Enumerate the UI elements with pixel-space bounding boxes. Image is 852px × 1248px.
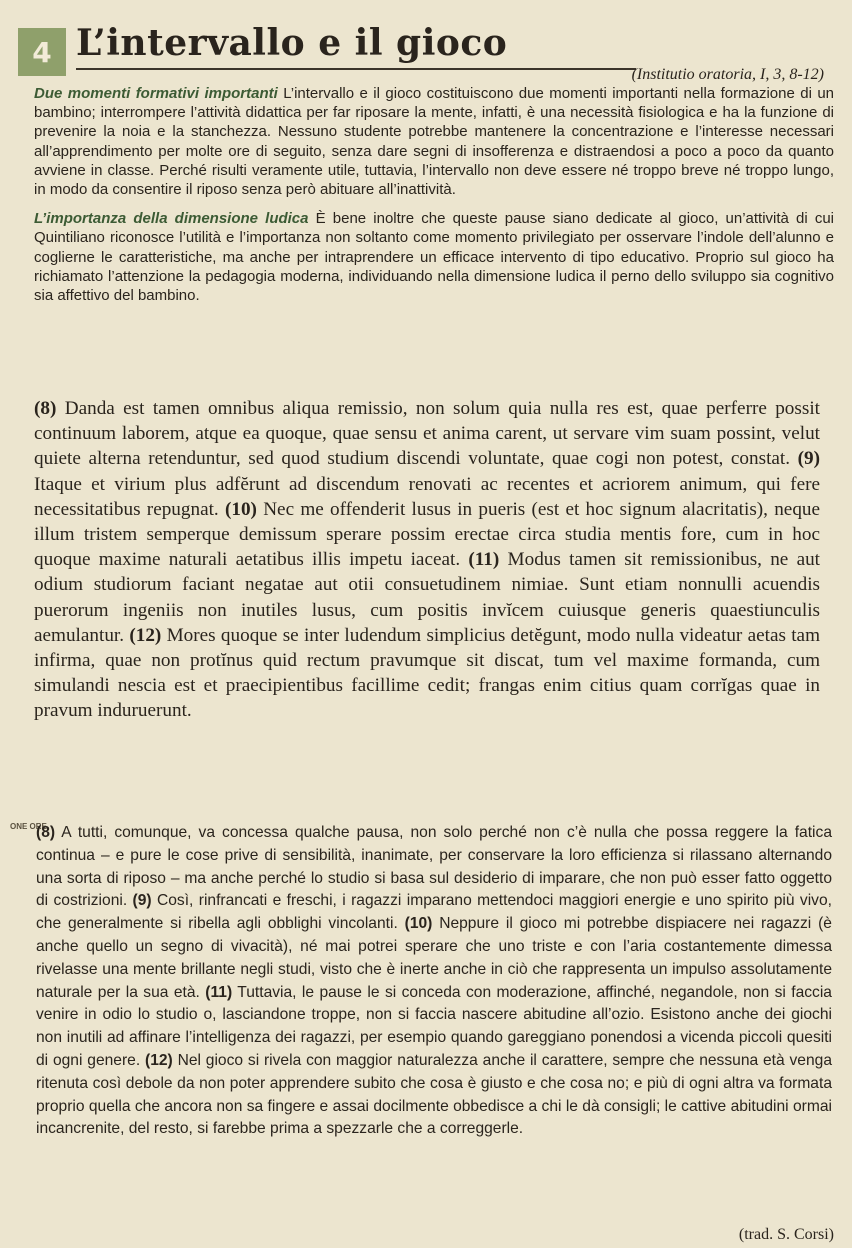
title-underline	[76, 68, 636, 70]
intro-heading-1: Due momenti formativi importanti	[34, 85, 278, 102]
translation-sentence-11: Tuttavia, le pause le si conceda con moderazione, affinché, negandole, non si faccia venire in odio lo studio o, lasciandone troppe, non si faccia nascere abitudine all’ozio. Esistono anche dei giochi non inutili ad affinare l’intelligenza dei ragazzi, per esempio quando gareggiano ponendosi a vicenda piccoli quesiti di ogni genere.	[36, 983, 832, 1069]
translation-sentence-12: Nel gioco si rivela con maggior naturalezza anche il carattere, sempre che nessuna età venga ritenuta così debole da non poter apprendere subito che cosa è giusto e che cosa no; e più di ogni altra va formata proprio quella che ancora non sa fingere e assai docilmente obbedisce a chi le dà consigli; le cattive abitudini ormai incancrenite, del resto, si farebbe prima a spezzarle che a correggerle.	[36, 1051, 832, 1138]
latin-sentence-10: Nec me offenderit lusus in pueris (est et hoc signum alacritatis), neque illum tristem semperque demissum sperare possim erectae circa studia mentis fore, cum in hoc quoque maxime naturali aetatibus illis impetu iaceat.	[34, 498, 821, 571]
latin-paragraph	[34, 396, 820, 724]
section-number: (10)	[404, 915, 433, 933]
translation-paragraph	[36, 822, 832, 1141]
latin-sentence-9: Itaque et virium plus adfĕrunt ad discendum renovati ac recentes et acriorem animum, qui fere necessitatibus repugnat.	[34, 473, 820, 520]
translation-sentence-8: A tutti, comunque, va concessa qualche pausa, non solo perché non c’è nulla che possa reggere la fatica continua – e pure le cose prive di sensibilità, inanimate, per conservare la loro efficienza si rilassano alternando una sorta di riposo – ma anche perché lo studio si basa sul desiderio di imparare, che non può esser fatto oggetto di costrizioni.	[36, 824, 832, 910]
latin-sentence-11: Modus tamen sit remissionibus, ne aut odium studiorum faciant negatae aut otii consuetudinem nimiae. Sunt etiam nonnulli acuendis puerorum ingeniis non inutiles lusus, cum positis invĭcem cuiusque generis quaestiunculis aemulantur.	[34, 549, 821, 646]
section-number: (11)	[205, 983, 233, 1001]
intro-text-1: L’intervallo e il gioco costituiscono due momenti importanti nella formazione di un bambino; interrompere l’attività didattica per far riposare la mente, infatti, è una necessità fisiologica e ha la funzione di prevenire la noia e la stanchezza. Nessuno studente potrebbe mantenere la concentrazione e l’interesse necessari all’apprendimento per molte ore di seguito, senza dare segni di insofferenza e distraendosi a poco a poco da quanto avviene in classe. Perché risulti veramente utile, tuttavia, l’intervallo non deve essere né troppo breve né troppo lungo, in modo da consentire il riposo senza però abituare all’inattività.	[34, 85, 835, 199]
section-number: (12)	[129, 624, 162, 646]
section-number: (9)	[132, 892, 152, 910]
section-number: (11)	[468, 549, 500, 571]
italian-translation	[36, 822, 832, 1141]
intro-heading-2: L’importanza della dimensione ludica	[34, 210, 309, 228]
latin-text	[34, 396, 820, 724]
source-reference: (Institutio oratoria, I, 3, 8-12)	[631, 66, 824, 83]
translator-credit: (trad. S. Corsi)	[738, 1226, 834, 1243]
intro-section	[34, 84, 834, 315]
section-number: (9)	[797, 448, 821, 470]
section-number: (12)	[145, 1051, 173, 1069]
intro-paragraph-1	[34, 84, 834, 199]
translation-sentence-9: Così, rinfrancati e freschi, i ragazzi imparano mettendoci maggiori energie e uno spirito più vivo, che generalmente si ribella agli obblighi vincolanti.	[36, 892, 832, 933]
intro-paragraph-2	[34, 209, 834, 305]
latin-sentence-8: Danda est tamen omnibus aliqua remissio, non solum quia nulla res est, quae perferre possit continuum laborem, atque ea quoque, quae sensu et anima carent, ut servare vim suam possint, velut quiete alterna retenduntur, sed quod studium discendi voluntate, quae cogi non potest, constat.	[34, 398, 820, 470]
section-number: (10)	[224, 498, 257, 520]
section-number: (8)	[34, 398, 57, 419]
intro-text-2: È bene inoltre che queste pause siano dedicate al gioco, un’attività di cui Quintiliano riconosce l’utilità e l’importanza non soltanto come momento privilegiato per osservare l’indole dell’alunno e coglierne le caratteristiche, ma anche per intraprendere un efficace intervento di tipo educativo. Proprio sul gioco ha richiamato l’attenzione la pedagogia moderna, individuando nella dimensione ludica il perno dello sviluppo sia cognitivo sia affettivo del bambino.	[34, 210, 835, 305]
page-title: L’intervallo e il gioco	[76, 22, 508, 64]
section-number-badge: 4	[18, 28, 66, 76]
latin-sentence-12: Mores quoque se inter ludendum simplicius detĕgunt, modo nulla videatur aetas tam infirma, quae non protĭnus quid rectum pravumque sit discat, tum vel maxime formanda, cum simulandi nescia est et praecipientibus facillime cedit; frangas enim citius quam corrĭgas quae in pravum induruerunt.	[34, 624, 821, 722]
section-number: (8)	[36, 824, 56, 841]
page-header	[18, 16, 838, 86]
translation-sentence-10: Neppure il gioco mi potrebbe dispiacere nei ragazzi (è anche quello un segno di vivacità), né mai potrei sperare che uno triste e con l’aria costantemente dimessa rivelasse una mente brillante negli studi, visto che è inerte anche in ciò che rappresenta un impulso assolutamente naturale per la sua età.	[36, 915, 832, 1001]
margin-tag: ONE ORE	[10, 822, 47, 831]
